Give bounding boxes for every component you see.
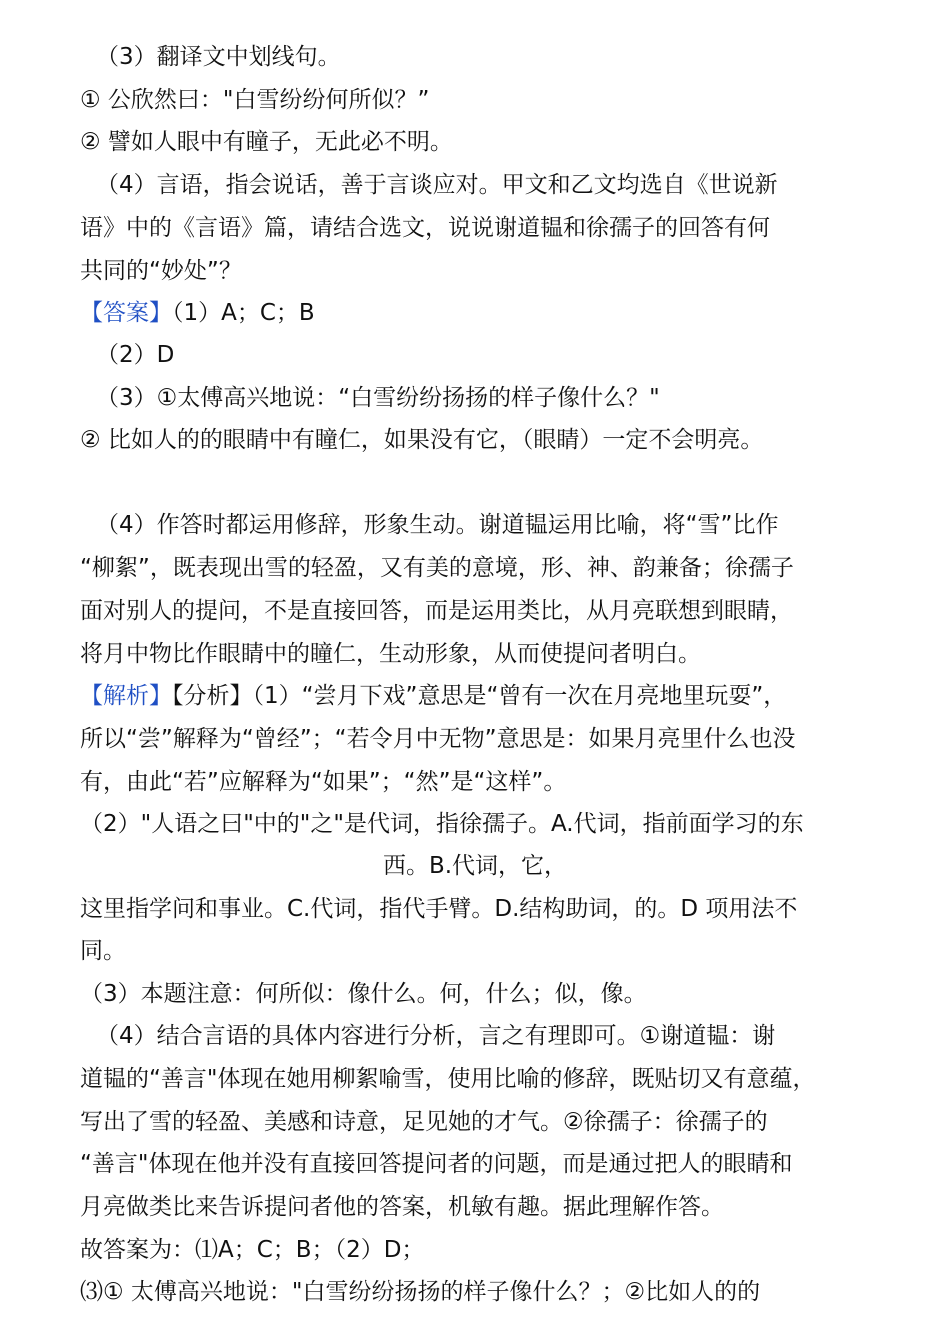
- analysis-tag: 【解析】: [80, 683, 172, 709]
- answer-tag: 【答案】: [80, 300, 172, 326]
- q4-line-2: 语》中的《言语》篇，请结合选文，说说谢道韫和徐孺子的回答有何: [80, 215, 770, 241]
- analysis-1-line-1: 【分析】（1）“尝月下戏”意思是“曾有一次在月亮地里玩耍”，: [172, 683, 787, 709]
- answer-4-line-2: “柳絮”，既表现出雪的轻盈，又有美的意境，形、神、韵兼备；徐孺子: [80, 555, 794, 581]
- q3-sentence-1: ① 公欣然曰："白雪纷纷何所似？”: [80, 87, 430, 113]
- analysis-2-line-3: 这里指学问和事业。C.代词，指代手臂。D.结构助词，的。D 项用法不: [80, 896, 798, 922]
- analysis-1-line-3: 有，由此“若”应解释为“如果”；“然”是“这样”。: [80, 769, 567, 795]
- analysis-4-line-2: 道韫的“善言"体现在她用柳絮喻雪，使用比喻的修辞，既贴切又有意蕴，: [80, 1066, 816, 1092]
- answer-2: （2）D: [96, 342, 175, 368]
- q4-line-1: （4）言语，指会说话，善于言谈应对。甲文和乙文均选自《世说新: [96, 172, 778, 198]
- analysis-4-line-3: 写出了雪的轻盈、美感和诗意，足见她的才气。②徐孺子：徐孺子的: [80, 1109, 768, 1135]
- q3-heading: （3）翻译文中划线句。: [96, 44, 341, 70]
- answer-4-line-3: 面对别人的提问，不是直接回答，而是运用类比，从月亮联想到眼睛，: [80, 598, 793, 624]
- analysis-4-line-4: “善言"体现在他并没有直接回答提问者的问题，而是通过把人的眼睛和: [80, 1151, 793, 1177]
- analysis-4-line-5: 月亮做类比来告诉提问者他的答案，机敏有趣。据此理解作答。: [80, 1194, 724, 1220]
- q4-line-3: 共同的“妙处”？: [80, 258, 242, 284]
- q3-sentence-2: ② 譬如人眼中有瞳子，无此必不明。: [80, 129, 453, 155]
- analysis-1-line-2: 所以“尝”解释为“曾经”；“若令月中无物”意思是：如果月亮里什么也没: [80, 726, 796, 752]
- answer-row: [80, 298, 880, 328]
- analysis-2-line-1: （2）"人语之曰"中的"之"是代词，指徐孺子。A.代词，指前面学习的东: [80, 811, 804, 837]
- analysis-2-line-4: 同。: [80, 938, 126, 964]
- answer-3a: （3）①太傅高兴地说：“白雪纷纷扬扬的样子像什么？": [96, 385, 660, 411]
- final-answer-line-1: 故答案为：⑴A；C；B；（2）D；: [80, 1237, 425, 1263]
- answer-1: （1）A；C；B: [172, 300, 315, 326]
- final-answer-line-2: ⑶① 太傅高兴地说："白雪纷纷扬扬的样子像什么？；②比如人的的: [80, 1279, 761, 1305]
- answer-4-line-1: （4）作答时都运用修辞，形象生动。谢道韫运用比喻，将“雪”比作: [96, 512, 779, 538]
- answer-4-line-4: 将月中物比作眼睛中的瞳仁，生动形象，从而使提问者明白。: [80, 641, 701, 667]
- answer-3b: ② 比如人的的眼睛中有瞳仁，如果没有它，（眼睛）一定不会明亮。: [80, 427, 764, 453]
- analysis-row: [80, 681, 880, 711]
- analysis-4-line-1: （4）结合言语的具体内容进行分析，言之有理即可。①谢道韫：谢: [96, 1023, 776, 1049]
- analysis-3: （3）本题注意：何所似：像什么。何，什么；似，像。: [80, 981, 647, 1007]
- analysis-2-line-2: 西。B.代词，它，: [382, 853, 568, 879]
